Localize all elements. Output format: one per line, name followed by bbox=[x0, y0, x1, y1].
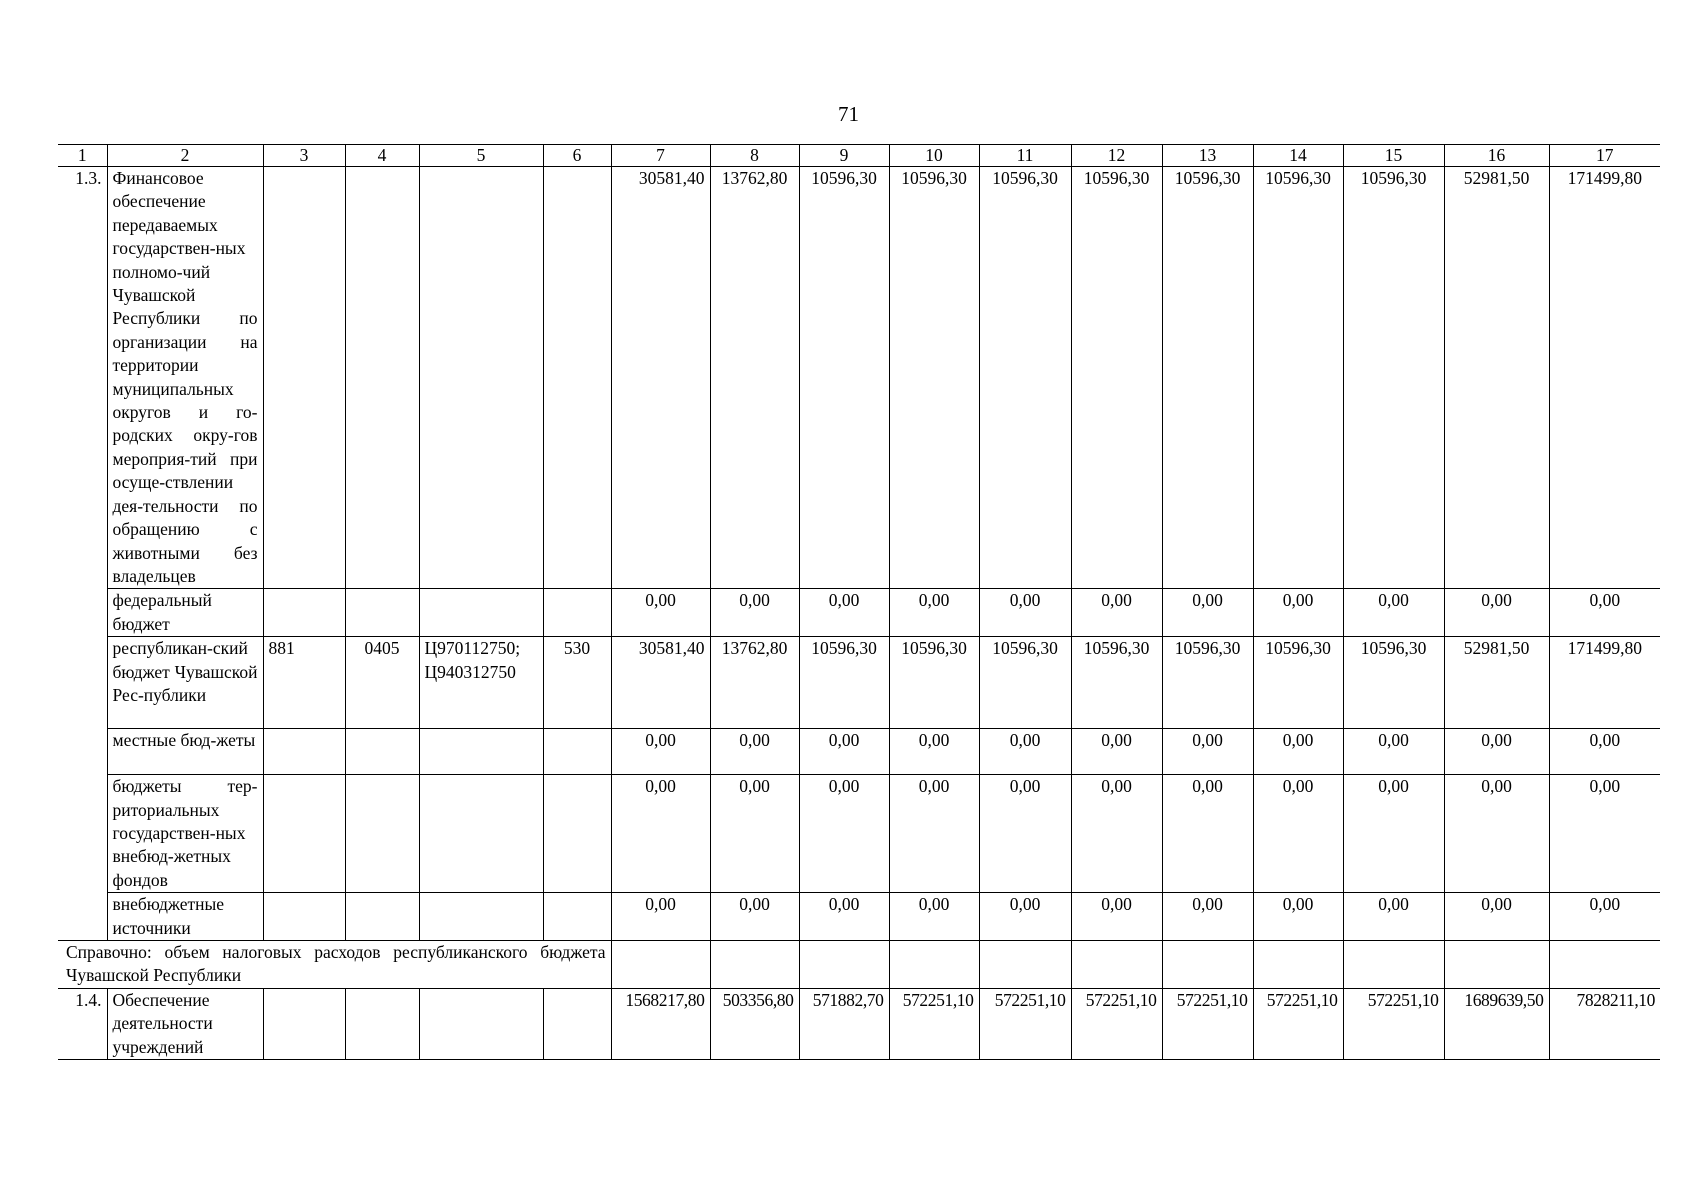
table-cell: 0,00 bbox=[1253, 775, 1343, 893]
table-cell: 171499,80 bbox=[1549, 637, 1660, 729]
table-cell: 1689639,50 bbox=[1444, 988, 1549, 1059]
table-cell: 0,00 bbox=[1071, 589, 1162, 637]
table-cell: 0,00 bbox=[979, 775, 1071, 893]
table-cell: 571882,70 bbox=[799, 988, 889, 1059]
table-cell: 0,00 bbox=[1444, 589, 1549, 637]
table-cell bbox=[1549, 940, 1660, 988]
header-cell: 17 bbox=[1549, 145, 1660, 167]
table-cell: 0,00 bbox=[1162, 729, 1253, 775]
header-cell: 6 bbox=[543, 145, 611, 167]
table-cell: 10596,30 bbox=[1162, 167, 1253, 589]
table-cell bbox=[799, 940, 889, 988]
table-cell: 572251,10 bbox=[1071, 988, 1162, 1059]
row-number: 1.4. bbox=[58, 988, 107, 1059]
table-cell: 0,00 bbox=[1253, 589, 1343, 637]
table-cell: 572251,10 bbox=[1343, 988, 1444, 1059]
header-cell: 10 bbox=[889, 145, 979, 167]
table-cell bbox=[419, 775, 543, 893]
table-row bbox=[58, 729, 1660, 775]
table-cell: 0,00 bbox=[1444, 729, 1549, 775]
table-cell bbox=[611, 940, 710, 988]
table-cell: 10596,30 bbox=[979, 167, 1071, 589]
table-cell bbox=[345, 167, 419, 589]
table-cell: 503356,80 bbox=[710, 988, 799, 1059]
table-cell: 13762,80 bbox=[710, 637, 799, 729]
budget-table bbox=[58, 144, 1660, 1060]
table-cell bbox=[543, 729, 611, 775]
header-cell: 4 bbox=[345, 145, 419, 167]
header-cell: 7 bbox=[611, 145, 710, 167]
table-row bbox=[58, 637, 1660, 729]
table-cell: 52981,50 bbox=[1444, 167, 1549, 589]
table-cell bbox=[419, 988, 543, 1059]
target-article-code: Ц940312750 bbox=[424, 661, 516, 682]
target-article-codes bbox=[419, 637, 543, 729]
table-cell: 1568217,80 bbox=[611, 988, 710, 1059]
table-cell: 10596,30 bbox=[1162, 637, 1253, 729]
table-cell: 10596,30 bbox=[1071, 637, 1162, 729]
header-cell: 14 bbox=[1253, 145, 1343, 167]
header-cell: 16 bbox=[1444, 145, 1549, 167]
table-cell: 0,00 bbox=[710, 775, 799, 893]
header-cell: 9 bbox=[799, 145, 889, 167]
table-cell: 10596,30 bbox=[1253, 167, 1343, 589]
table-row bbox=[58, 988, 1660, 1059]
table-cell bbox=[543, 589, 611, 637]
table-cell bbox=[1253, 940, 1343, 988]
grbs-code: 881 bbox=[263, 637, 345, 729]
table-cell: 0,00 bbox=[799, 893, 889, 941]
table-cell: 10596,30 bbox=[1343, 637, 1444, 729]
tax-expenditure-note: Справочно: объем налоговых расходов республиканского бюджета Чувашской Республики bbox=[58, 940, 611, 988]
table-row bbox=[58, 893, 1660, 941]
table-cell: 572251,10 bbox=[1253, 988, 1343, 1059]
table-cell: 10596,30 bbox=[1253, 637, 1343, 729]
header-cell: 1 bbox=[58, 145, 107, 167]
table-cell: 0,00 bbox=[1162, 775, 1253, 893]
table-cell: 0,00 bbox=[710, 729, 799, 775]
table-cell bbox=[419, 893, 543, 941]
table-cell: 10596,30 bbox=[799, 167, 889, 589]
table-row bbox=[58, 775, 1660, 893]
header-cell: 3 bbox=[263, 145, 345, 167]
table-cell: 30581,40 bbox=[611, 167, 710, 589]
header-cell: 2 bbox=[107, 145, 263, 167]
table-cell: 0,00 bbox=[799, 775, 889, 893]
table-cell: 0,00 bbox=[1549, 729, 1660, 775]
table-row bbox=[58, 940, 1660, 988]
table-cell: 10596,30 bbox=[979, 637, 1071, 729]
table-cell: 10596,30 bbox=[1343, 167, 1444, 589]
header-cell: 13 bbox=[1162, 145, 1253, 167]
table-cell: 0,00 bbox=[611, 893, 710, 941]
header-row bbox=[58, 145, 1660, 167]
row-label: местные бюд-жеты bbox=[107, 729, 263, 775]
table-cell: 10596,30 bbox=[889, 637, 979, 729]
table-cell bbox=[710, 940, 799, 988]
table-cell bbox=[543, 775, 611, 893]
table-cell bbox=[263, 167, 345, 589]
table-cell: 30581,40 bbox=[611, 637, 710, 729]
table-cell: 10596,30 bbox=[889, 167, 979, 589]
table-cell bbox=[1071, 940, 1162, 988]
table-cell bbox=[263, 589, 345, 637]
table-cell: 0,00 bbox=[1071, 893, 1162, 941]
table-cell: 0,00 bbox=[1253, 729, 1343, 775]
table-cell: 0,00 bbox=[979, 729, 1071, 775]
row-title: Обеспечение деятельности учреждений bbox=[107, 988, 263, 1059]
table-cell: 0,00 bbox=[1071, 729, 1162, 775]
table-cell bbox=[263, 729, 345, 775]
row-label: федеральный бюджет bbox=[107, 589, 263, 637]
table-cell: 0,00 bbox=[889, 729, 979, 775]
table-cell bbox=[1343, 940, 1444, 988]
table-cell: 52981,50 bbox=[1444, 637, 1549, 729]
table-cell: 0,00 bbox=[710, 893, 799, 941]
table-cell: 572251,10 bbox=[1162, 988, 1253, 1059]
row-label: республикан-ский бюджет Чувашской Рес-публики bbox=[107, 637, 263, 729]
table-cell bbox=[345, 589, 419, 637]
table-cell: 0,00 bbox=[1444, 775, 1549, 893]
header-cell: 11 bbox=[979, 145, 1071, 167]
header-cell: 5 bbox=[419, 145, 543, 167]
table-cell: 0,00 bbox=[1343, 589, 1444, 637]
table-cell bbox=[419, 589, 543, 637]
table-cell: 0,00 bbox=[889, 893, 979, 941]
table-cell: 0,00 bbox=[1162, 893, 1253, 941]
table-cell bbox=[543, 167, 611, 589]
table-cell bbox=[263, 988, 345, 1059]
table-cell bbox=[345, 775, 419, 893]
table-cell: 10596,30 bbox=[799, 637, 889, 729]
table-row bbox=[58, 589, 1660, 637]
table-cell: 0,00 bbox=[1549, 775, 1660, 893]
expense-type-code: 530 bbox=[543, 637, 611, 729]
table-cell bbox=[1444, 940, 1549, 988]
table-cell: 13762,80 bbox=[710, 167, 799, 589]
table-cell: 0,00 bbox=[1343, 775, 1444, 893]
table-cell: 0,00 bbox=[1071, 775, 1162, 893]
header-cell: 8 bbox=[710, 145, 799, 167]
table-cell: 0,00 bbox=[889, 589, 979, 637]
row-label: бюджеты тер-риториальных государствен-ных внебюд-жетных фондов bbox=[107, 775, 263, 893]
table-cell bbox=[543, 893, 611, 941]
table-cell: 0,00 bbox=[1444, 893, 1549, 941]
table-cell bbox=[889, 940, 979, 988]
table-cell bbox=[263, 775, 345, 893]
table-cell bbox=[979, 940, 1071, 988]
table-cell bbox=[419, 729, 543, 775]
table-cell: 0,00 bbox=[1253, 893, 1343, 941]
table-row bbox=[58, 167, 1660, 589]
table-cell: 0,00 bbox=[710, 589, 799, 637]
table-cell: 0,00 bbox=[799, 729, 889, 775]
table-cell: 0,00 bbox=[1162, 589, 1253, 637]
table-cell: 0,00 bbox=[979, 893, 1071, 941]
table-cell: 0,00 bbox=[611, 729, 710, 775]
target-article-code: Ц970112750; bbox=[424, 638, 521, 659]
table-cell bbox=[345, 893, 419, 941]
table-cell bbox=[1162, 940, 1253, 988]
table-cell: 0,00 bbox=[889, 775, 979, 893]
row-title: Финансовое обеспечение передаваемых государствен-ных полномо-чий Чувашской Республики по организации на территории муниципальных округов и го-родских окру-гов мероприя-тий при осуще-ствлении дея-тельности по обращению с животными без владельцев bbox=[107, 167, 263, 589]
table-cell: 0,00 bbox=[1343, 893, 1444, 941]
table-cell bbox=[345, 729, 419, 775]
header-cell: 12 bbox=[1071, 145, 1162, 167]
table-cell: 171499,80 bbox=[1549, 167, 1660, 589]
table-cell bbox=[263, 893, 345, 941]
table-cell bbox=[419, 167, 543, 589]
row-number: 1.3. bbox=[58, 167, 107, 941]
table-cell: 7828211,10 bbox=[1549, 988, 1660, 1059]
page-number: 71 bbox=[838, 102, 859, 126]
table-cell: 572251,10 bbox=[979, 988, 1071, 1059]
section-code: 0405 bbox=[345, 637, 419, 729]
table-cell: 0,00 bbox=[611, 589, 710, 637]
header-cell: 15 bbox=[1343, 145, 1444, 167]
table-cell: 0,00 bbox=[611, 775, 710, 893]
table-cell: 0,00 bbox=[1549, 893, 1660, 941]
row-label: внебюджетные источники bbox=[107, 893, 263, 941]
table-cell: 572251,10 bbox=[889, 988, 979, 1059]
table-cell bbox=[543, 988, 611, 1059]
table-cell: 0,00 bbox=[1343, 729, 1444, 775]
table-cell bbox=[345, 988, 419, 1059]
table-cell: 10596,30 bbox=[1071, 167, 1162, 589]
table-cell: 0,00 bbox=[799, 589, 889, 637]
table-cell: 0,00 bbox=[979, 589, 1071, 637]
table-cell: 0,00 bbox=[1549, 589, 1660, 637]
